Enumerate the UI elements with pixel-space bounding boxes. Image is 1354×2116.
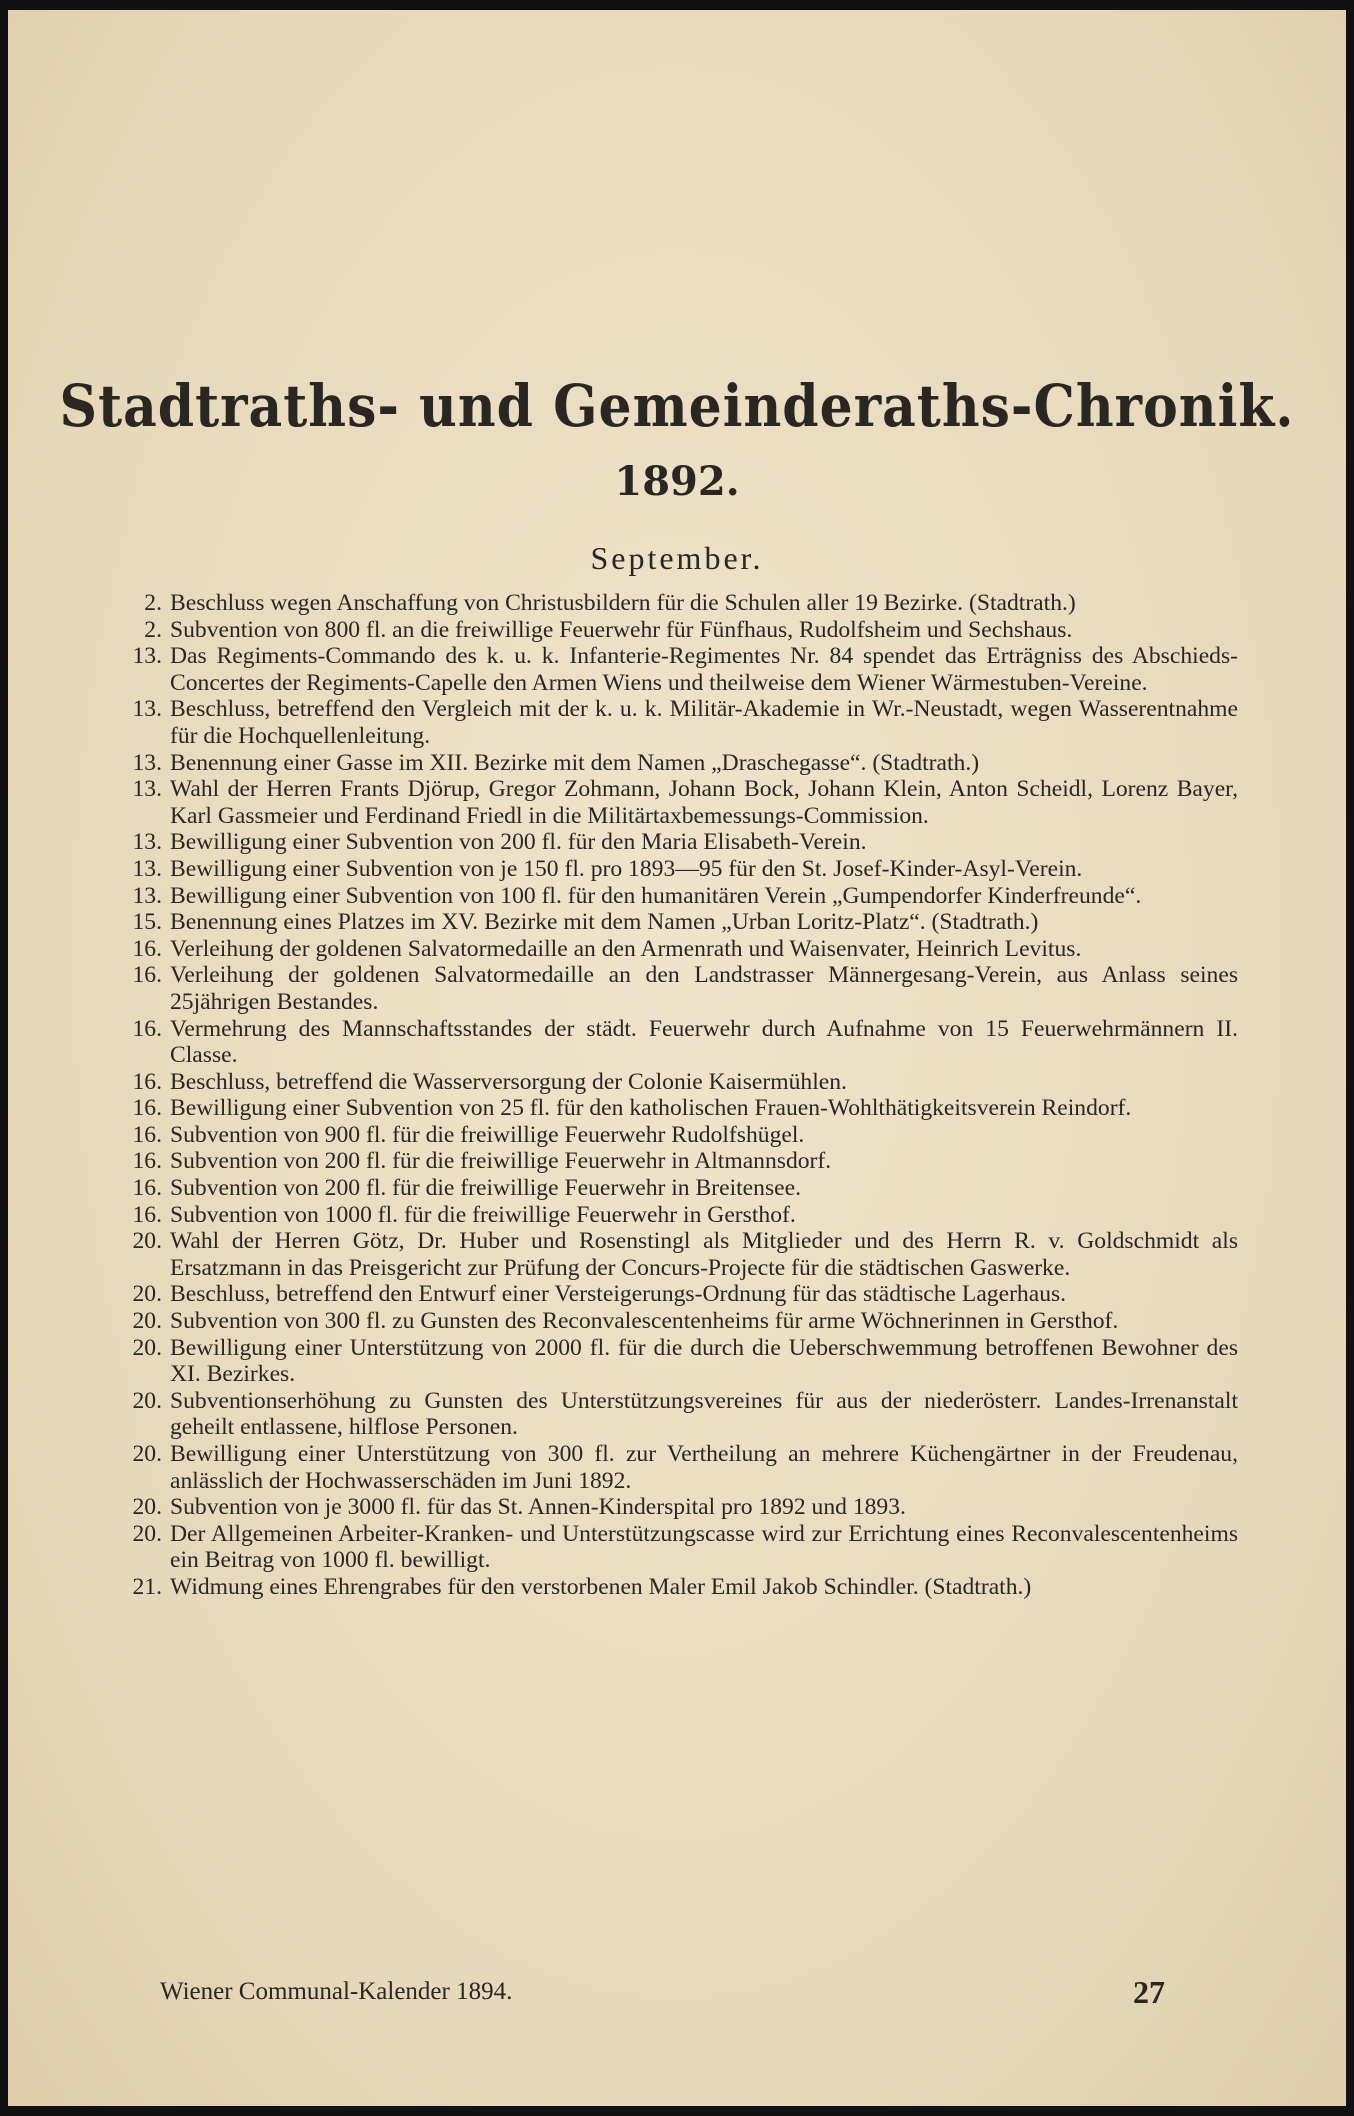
entry-day: 13.: [132, 829, 162, 856]
footer-source: Wiener Communal-Kalender 1894.: [160, 1978, 513, 2005]
entry-text: Verleihung der goldenen Salvatormedaille an den Armenrath und Waisenvater, Heinrich Levitus.: [170, 935, 1082, 962]
entry: [112, 643, 1238, 696]
entry: [112, 856, 1238, 883]
page-number: 27: [1133, 1974, 1165, 2010]
entry-text: Wahl der Herren Götz, Dr. Huber und Rosenstingl als Mitglieder und des Herrn R. v. Goldschmidt als Ersatzmann in das Preisgericht zur Prüfung der Concurs-Projecte für die städtischen Gaswerke.: [170, 1228, 1238, 1281]
entry: [112, 962, 1238, 1015]
entry-text: Beschluss wegen Anschaffung von Christusbildern für die Schulen aller 19 Bezirke. (Stadtrath.): [170, 590, 1076, 616]
entry-text: Der Allgemeinen Arbeiter-Kranken- und Unterstützungscasse wird zur Errichtung eines Reconvalescentenheims ein Beitrag von 1000 fl. bewilligt.: [170, 1520, 1238, 1574]
entry: [112, 1441, 1238, 1494]
entry: [112, 936, 1238, 963]
entry-day: 16.: [132, 1015, 162, 1042]
entry-day: 13.: [132, 882, 162, 909]
month-heading: September.: [590, 540, 764, 576]
entry-day: 21.: [132, 1573, 162, 1600]
page-footer: [160, 1974, 1165, 2010]
entry-text: Verleihung der goldenen Salvatormedaille an den Landstrasser Männergesang-Verein, aus Anlass seines 25jährigen Bestandes.: [170, 962, 1238, 1015]
entry-text: Bewilligung einer Subvention von 25 fl. für den katholischen Frauen-Wohlthätigkeitsverein Reindorf.: [170, 1095, 1132, 1122]
entry: [112, 1335, 1238, 1388]
entry: [112, 1069, 1238, 1096]
entry-day: 16.: [132, 1148, 162, 1175]
entry: [112, 909, 1238, 936]
entry: [112, 1175, 1238, 1202]
entry: [112, 750, 1238, 777]
entry-text: Subventionserhöhung zu Gunsten des Unterstützungsvereines für aus der niederösterr. Landes-Irrenanstalt geheilt entlassene, hilflose Personen.: [170, 1387, 1238, 1441]
entry-text: Beschluss, betreffend den Entwurf einer Versteigerungs-Ordnung für das städtische Lagerhaus.: [170, 1281, 1067, 1308]
entry-text: Wahl der Herren Frants Djörup, Gregor Zohmann, Johann Bock, Johann Klein, Anton Scheidl, Lorenz Bayer, Karl Gassmeier und Ferdinand Friedl in die Militärtaxbemessungs-Commission.: [170, 776, 1238, 829]
entry-text: Subvention von 200 fl. für die freiwillige Feuerwehr in Breitensee.: [170, 1175, 801, 1202]
entry-text: Vermehrung des Mannschaftsstandes der städt. Feuerwehr durch Aufnahme von 15 Feuerwehrmännern II. Classe.: [170, 1015, 1238, 1069]
entry: [112, 1202, 1238, 1229]
page: [8, 10, 1346, 2106]
chronicle-title: Stadtraths- und Gemeinderaths-Chronik.: [59, 372, 1295, 441]
entry-text: Subvention von 800 fl. an die freiwillige Feuerwehr für Fünfhaus, Rudolfsheim und Sechshaus.: [170, 616, 1073, 643]
entry: [112, 1494, 1238, 1521]
entry-day: 2.: [144, 590, 162, 616]
entry: [112, 1521, 1238, 1574]
entry-text: Subvention von 900 fl. für die freiwillige Feuerwehr Rudolfshügel.: [170, 1121, 805, 1148]
entry-text: Bewilligung einer Subvention von 200 fl. für den Maria Elisabeth-Verein.: [170, 829, 867, 856]
entry-day: 13.: [132, 776, 162, 803]
entry: [112, 1574, 1238, 1601]
entry-list: [112, 590, 1238, 1601]
entry-text: Bewilligung einer Subvention von 100 fl. für den humanitären Verein „Gumpendorfer Kinderfreunde“.: [170, 882, 1142, 909]
entry: [112, 1308, 1238, 1335]
entry: [112, 1095, 1238, 1122]
entry-day: 20.: [132, 1387, 162, 1414]
entry-text: Bewilligung einer Unterstützung von 300 fl. zur Vertheilung an mehrere Küchengärtner in der Freudenau, anlässlich der Hochwasserschäden im Juni 1892.: [170, 1441, 1238, 1494]
entry-text: Widmung eines Ehrengrabes für den verstorbenen Maler Emil Jakob Schindler. (Stadtrath.): [170, 1573, 1032, 1600]
entry-day: 16.: [132, 1175, 162, 1202]
entry-day: 20.: [132, 1308, 162, 1335]
entry-day: 2.: [144, 616, 162, 643]
entry-day: 16.: [132, 935, 162, 962]
entry-text: Benennung eines Platzes im XV. Bezirke mit dem Namen „Urban Loritz-Platz“. (Stadtrath.): [170, 909, 1039, 936]
entry: [112, 696, 1238, 749]
entry-text: Bewilligung einer Subvention von je 150 fl. pro 1893—95 für den St. Josef-Kinder-Asyl-Verein.: [170, 855, 1083, 882]
entry: [112, 776, 1238, 829]
entry-day: 16.: [132, 1095, 162, 1122]
entry-day: 20.: [132, 1334, 162, 1361]
entry-text: Benennung einer Gasse im XII. Bezirke mit dem Namen „Draschegasse“. (Stadtrath.): [170, 749, 980, 776]
entry-text: Subvention von 300 fl. zu Gunsten des Reconvalescentenheims für arme Wöchnerinnen in Gersthof.: [170, 1308, 1119, 1335]
entry-day: 16.: [132, 962, 162, 989]
entry-text: Das Regiments-Commando des k. u. k. Infanterie-Regimentes Nr. 84 spendet das Erträgniss des Abschieds-Concertes der Regiments-Capelle den Armen Wiens und theilweise dem Wiener Wärmestuben-Vereine.: [170, 643, 1238, 696]
entry: [112, 590, 1238, 617]
entry: [112, 1228, 1238, 1281]
entry-day: 16.: [132, 1068, 162, 1095]
entry-day: 13.: [132, 696, 162, 723]
entry: [112, 1281, 1238, 1308]
entry: [112, 1122, 1238, 1149]
entry-text: Bewilligung einer Unterstützung von 2000 fl. für die durch die Ueberschwemmung betroffenen Bewohner des XI. Bezirkes.: [170, 1334, 1238, 1388]
entry-day: 16.: [132, 1121, 162, 1148]
entry: [112, 1016, 1238, 1069]
entry-text: Beschluss, betreffend den Vergleich mit der k. u. k. Militär-Akademie in Wr.-Neustadt, wegen Wasserentnahme für die Hochquellenleitung.: [170, 696, 1238, 749]
entry-text: Beschluss, betreffend die Wasserversorgung der Colonie Kaisermühlen.: [170, 1068, 847, 1095]
year-heading: 1892.: [614, 458, 740, 505]
entry: [112, 1148, 1238, 1175]
entry-day: 20.: [132, 1494, 162, 1521]
entry-day: 13.: [132, 749, 162, 776]
entry-day: 20.: [132, 1520, 162, 1547]
entry: [112, 883, 1238, 910]
entry-text: Subvention von 1000 fl. für die freiwillige Feuerwehr in Gersthof.: [170, 1201, 796, 1228]
entry: [112, 1388, 1238, 1441]
entry: [112, 829, 1238, 856]
entry-day: 20.: [132, 1228, 162, 1255]
entry-text: Subvention von 200 fl. für die freiwillige Feuerwehr in Altmannsdorf.: [170, 1148, 832, 1175]
entry-day: 20.: [132, 1281, 162, 1308]
entry-day: 16.: [132, 1201, 162, 1228]
entry-day: 15.: [132, 909, 162, 936]
entry-day: 20.: [132, 1441, 162, 1467]
entry-day: 13.: [132, 643, 162, 670]
entry-day: 13.: [132, 855, 162, 882]
entry-text: Subvention von je 3000 fl. für das St. Annen-Kinderspital pro 1892 und 1893.: [170, 1494, 906, 1521]
entry: [112, 617, 1238, 644]
